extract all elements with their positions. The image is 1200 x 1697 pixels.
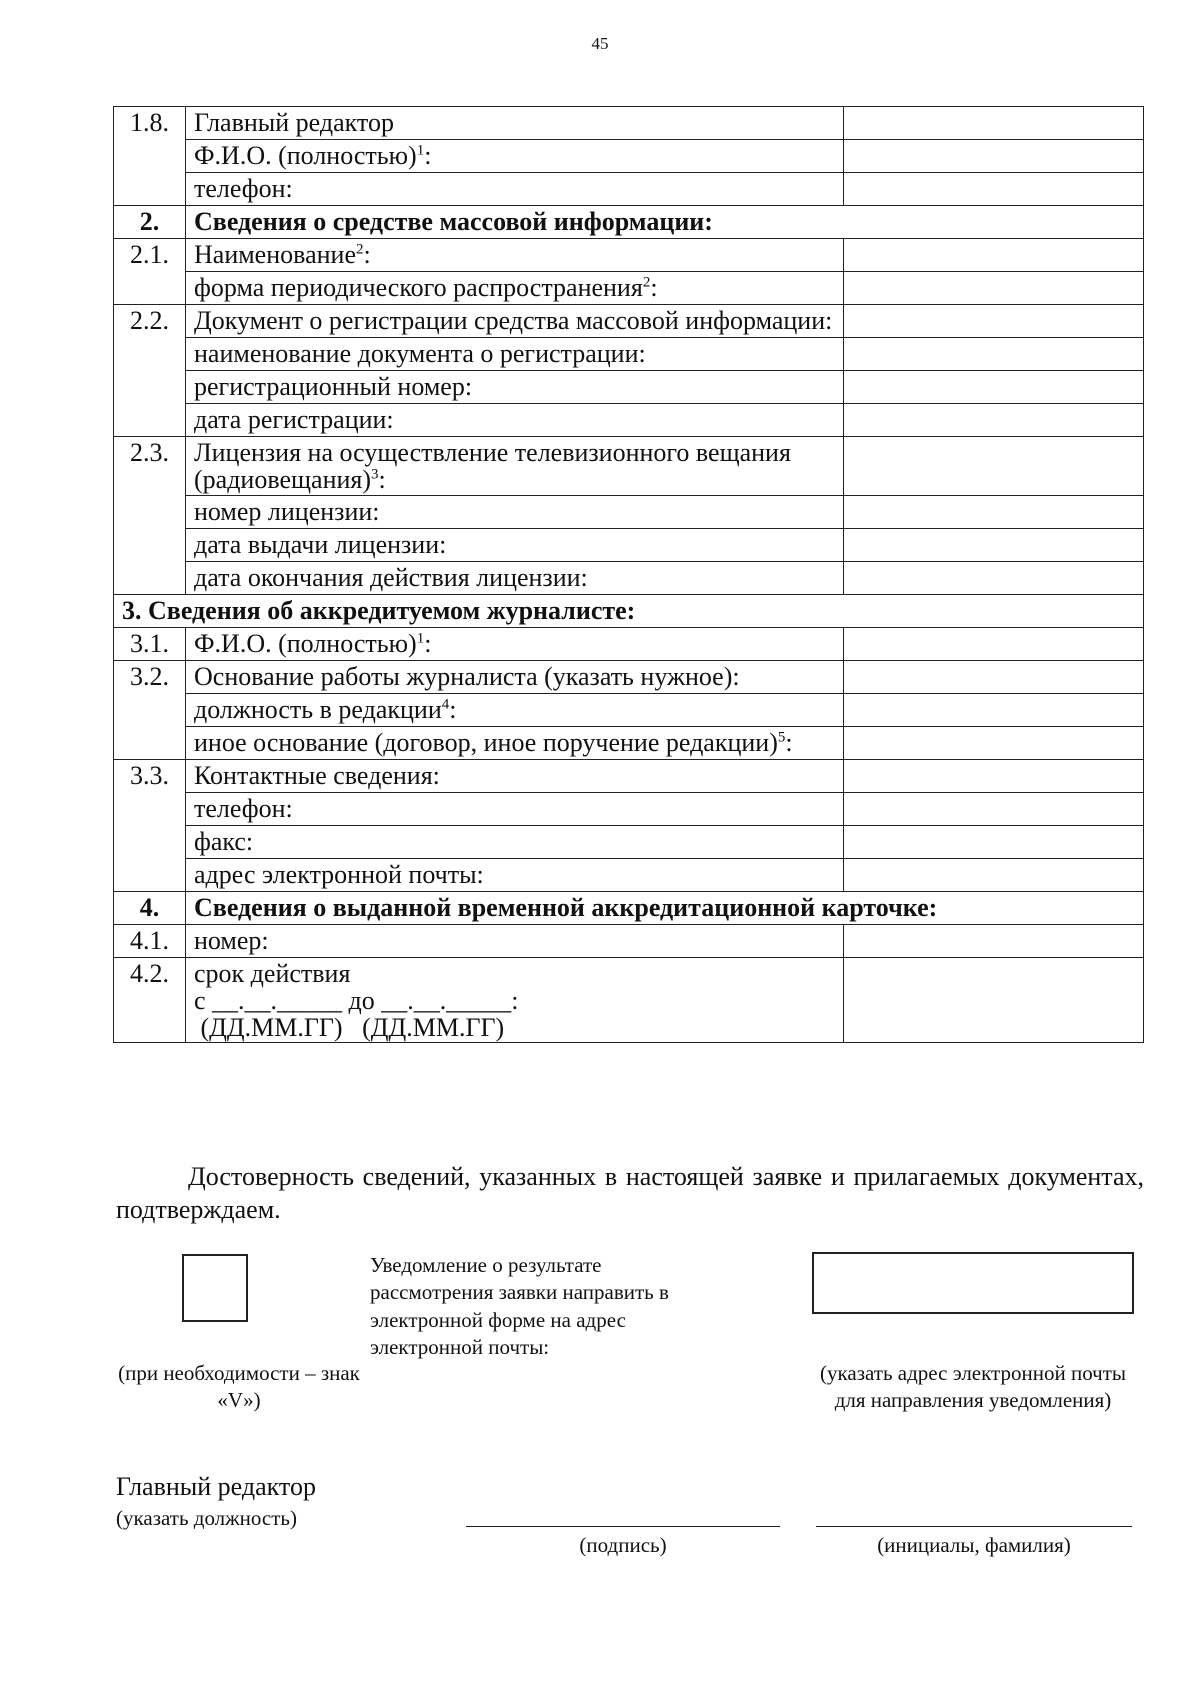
field-label-text: наименование документа о регистрации:	[194, 339, 646, 368]
field-value-cell[interactable]	[844, 957, 1144, 1043]
row-number: 4.	[114, 891, 186, 924]
table-row	[114, 660, 1144, 693]
field-label-text: Наименование	[194, 240, 356, 269]
field-label	[186, 338, 844, 371]
row-number: 2.1.	[114, 239, 186, 305]
field-value-cell[interactable]	[844, 140, 1144, 173]
footnote-ref: 2	[355, 241, 364, 258]
row-number: 3.2.	[114, 660, 186, 759]
validity-date-line: с __.__._____ до __.__._____:	[194, 985, 519, 1015]
footnote-ref: 1	[416, 142, 425, 159]
table-row	[114, 272, 1144, 305]
field-label	[186, 305, 844, 338]
field-label	[186, 660, 844, 693]
field-label-text: иное основание (договор, иное поручение редакции)	[194, 727, 778, 757]
field-value-cell[interactable]	[844, 371, 1144, 404]
table-row	[114, 924, 1144, 957]
field-value-cell[interactable]	[844, 107, 1144, 140]
footnote-ref: 1	[416, 629, 425, 646]
field-label-text: дата окончания действия лицензии:	[194, 562, 588, 592]
confirmation-text: Достоверность сведений, указанных в настоящей заявке и прилагаемых документах, подтверждаем.	[116, 1162, 1144, 1225]
field-label	[186, 792, 844, 825]
table-row	[114, 528, 1144, 561]
table-row	[114, 338, 1144, 371]
label-suffix: :	[363, 240, 371, 269]
label-suffix: :	[378, 465, 386, 495]
field-label	[186, 239, 844, 272]
field-label-text: Контактные сведения:	[194, 760, 440, 790]
footnote-ref: 3	[371, 466, 379, 483]
field-label	[186, 726, 844, 759]
table-row	[114, 825, 1144, 858]
field-label-text: факс:	[194, 826, 254, 856]
notify-checkbox[interactable]	[182, 1254, 248, 1322]
label-suffix: :	[650, 273, 658, 302]
table-row	[114, 239, 1144, 272]
row-number: 2.3.	[114, 437, 186, 595]
signature-hint: (подпись)	[579, 1533, 667, 1557]
name-line[interactable]	[816, 1526, 1132, 1527]
table-row	[114, 404, 1144, 437]
table-row	[114, 561, 1144, 594]
footnote-ref: 2	[642, 274, 651, 291]
field-label	[186, 173, 844, 206]
table-row	[114, 371, 1144, 404]
field-value-cell[interactable]	[844, 858, 1144, 891]
table-row	[114, 627, 1144, 660]
field-label	[186, 924, 844, 957]
table-row	[114, 759, 1144, 792]
checkbox-hint: (при необходимости – знак «V»)	[118, 1361, 360, 1413]
section-heading	[186, 891, 1144, 924]
table-row	[114, 726, 1144, 759]
row-number: 4.2.	[114, 957, 186, 1043]
field-label	[186, 272, 844, 305]
field-label-text: Сведения о средстве массовой информации:	[194, 207, 713, 236]
field-label-text: Документ о регистрации средства массовой информации:	[194, 306, 833, 335]
table-row	[114, 891, 1144, 924]
field-label-text: телефон:	[194, 174, 293, 203]
table-row	[114, 206, 1144, 239]
row-number: 2.	[114, 206, 186, 239]
row-number: 4.1.	[114, 924, 186, 957]
label-suffix: :	[785, 727, 793, 757]
field-value-cell[interactable]	[844, 660, 1144, 693]
field-label	[186, 759, 844, 792]
table-row	[114, 957, 1144, 1043]
field-label	[186, 140, 844, 173]
field-label	[186, 495, 844, 528]
field-label	[186, 858, 844, 891]
email-input-box[interactable]	[812, 1252, 1134, 1314]
table-row	[114, 107, 1144, 140]
row-number: 3.3.	[114, 759, 186, 891]
field-label-text: регистрационный номер:	[194, 372, 473, 401]
field-label-text: дата выдачи лицензии:	[194, 529, 447, 559]
row-number: 1.8.	[114, 107, 186, 206]
application-form-table	[113, 106, 1144, 1043]
field-label	[186, 693, 844, 726]
field-label-text: Лицензия на осуществление телевизионного вещания (радиовещания)	[194, 438, 791, 495]
field-label-text: Основание работы журналиста (указать нужное):	[194, 661, 740, 691]
table-row	[114, 594, 1144, 627]
table-row	[114, 693, 1144, 726]
table-row	[114, 858, 1144, 891]
field-value-cell[interactable]	[844, 759, 1144, 792]
field-label-text: Ф.И.О. (полностью)	[194, 141, 417, 170]
field-value-cell[interactable]	[844, 495, 1144, 528]
field-label	[186, 371, 844, 404]
label-suffix: :	[424, 141, 432, 170]
field-label	[186, 107, 844, 140]
field-label	[186, 528, 844, 561]
field-value-cell[interactable]	[844, 726, 1144, 759]
section-heading: 3. Сведения об аккредитуемом журналисте:	[114, 594, 1144, 627]
field-value-cell[interactable]	[844, 272, 1144, 305]
field-label	[186, 404, 844, 437]
table-row	[114, 173, 1144, 206]
field-value-cell[interactable]	[844, 627, 1144, 660]
field-value-cell[interactable]	[844, 173, 1144, 206]
email-hint: (указать адрес электронной почты для направления уведомления)	[820, 1361, 1126, 1413]
field-label-text: дата регистрации:	[194, 405, 394, 434]
row-number: 3.1.	[114, 627, 186, 660]
notify-text: Уведомление о результате рассмотрения заявки направить в электронной форме на адрес электронной почты:	[370, 1253, 669, 1359]
field-value-cell[interactable]	[844, 338, 1144, 371]
validity-date-line: (ДД.ММ.ГГ) (ДД.ММ.ГГ)	[194, 1013, 505, 1043]
field-value-cell[interactable]	[844, 404, 1144, 437]
field-value-cell[interactable]	[844, 437, 1144, 496]
field-value-cell[interactable]	[844, 825, 1144, 858]
field-label-text: телефон:	[194, 793, 293, 823]
footnote-ref: 5	[777, 728, 786, 745]
field-label	[186, 957, 844, 1043]
field-label-text: форма периодического распространения	[194, 273, 643, 302]
field-label-text: Ф.И.О. (полностью)	[194, 628, 417, 658]
table-row	[114, 140, 1144, 173]
table-row	[114, 495, 1144, 528]
field-label-text: номер:	[194, 925, 269, 955]
field-label	[186, 437, 844, 496]
field-value-cell[interactable]	[844, 561, 1144, 594]
section-heading	[186, 206, 1144, 239]
field-label-text: срок действия	[194, 958, 351, 988]
table-row	[114, 305, 1144, 338]
label-suffix: :	[424, 628, 432, 658]
footnote-ref: 4	[441, 695, 450, 712]
table-row	[114, 792, 1144, 825]
field-label	[186, 561, 844, 594]
page-number: 45	[591, 34, 609, 53]
field-value-cell[interactable]	[844, 528, 1144, 561]
field-label-text: Главный редактор	[194, 108, 394, 137]
row-number: 2.2.	[114, 305, 186, 437]
field-label	[186, 627, 844, 660]
field-label-text: Сведения о выданной временной аккредитационной карточке:	[194, 892, 938, 922]
label-suffix: :	[449, 694, 457, 724]
field-label-text: адрес электронной почты:	[194, 859, 484, 889]
field-value-cell[interactable]	[844, 239, 1144, 272]
field-label-text: должность в редакции	[194, 694, 442, 724]
field-value-cell[interactable]	[844, 792, 1144, 825]
field-value-cell[interactable]	[844, 693, 1144, 726]
signer-role-hint: (указать должность)	[116, 1506, 298, 1530]
signature-line[interactable]	[466, 1526, 780, 1527]
field-value-cell[interactable]	[844, 924, 1144, 957]
field-value-cell[interactable]	[844, 305, 1144, 338]
signer-role: Главный редактор	[116, 1472, 316, 1501]
table-row	[114, 437, 1144, 496]
name-hint: (инициалы, фамилия)	[877, 1533, 1071, 1557]
field-label-text: номер лицензии:	[194, 496, 380, 526]
field-label	[186, 825, 844, 858]
